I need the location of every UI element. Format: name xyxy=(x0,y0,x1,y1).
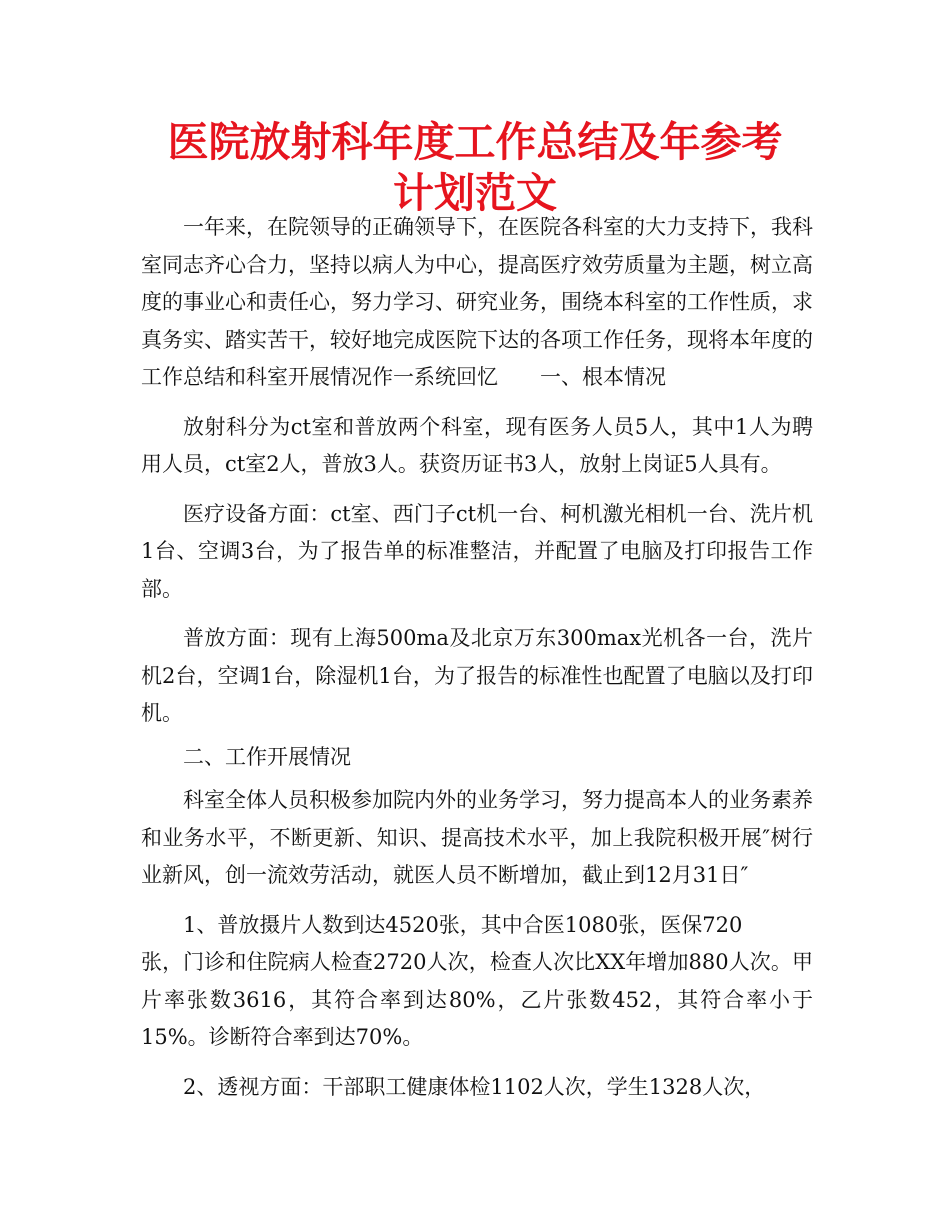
section-heading-work-progress: 二、工作开展情况 xyxy=(183,744,351,769)
paragraph-intro: 一年来，在院领导的正确领导下，在医院各科室的大力支持下，我科室同志齐心合力，坚持以病人为中心，提高医疗效劳质量为主题，树立高度的事业心和责任心，努力学习、研究业务，围绕本科室的工作性质，求真务实、踏实苦干，较好地完成医院下达的各项工作任务，现将本年度的工作总结和科室开展情况作一系统回忆 一、根本情况 xyxy=(141,215,813,389)
paragraph-department-overview: 放射科分为ct室和普放两个科室，现有医务人员5人，其中1人为聘用人员，ct室2人，普放3人。获资历证书3人，放射上岗证5人具有。 xyxy=(141,414,813,476)
paragraph-ct-equipment: 医疗设备方面：ct室、西门子ct机一台、柯机激光相机一台、洗片机1台、空调3台，为了报告单的标准整洁，并配置了电脑及打印报告工作部。 xyxy=(141,501,813,601)
paragraph-training: 科室全体人员积极参加院内外的业务学习，努力提高本人的业务素养和业务水平，不断更新、知识、提高技术水平，加上我院积极开展″树行业新风，创一流效劳活动，就医人员不断增加，截止到12月31日″ xyxy=(141,788,813,887)
paragraph-stat-fluoroscopy: 2、透视方面：干部职工健康体检1102人次，学生1328人次， xyxy=(183,1074,766,1099)
document-body xyxy=(141,209,813,1106)
paragraph-radiography-equipment: 普放方面：现有上海500ma及北京万东300max光机各一台，洗片机2台，空调1台，除湿机1台，为了报告的标准性也配置了电脑以及打印机。 xyxy=(141,626,813,725)
document-title: 医院放射科年度工作总结及年参考计划范文 xyxy=(167,118,783,217)
paragraph-stat-radiography: 1、普放摄片人数到达4520张，其中合医1080张，医保720 xyxy=(183,912,743,937)
paragraph-stat-continuation: 张，门诊和住院病人检查2720人次，检查人次比XX年增加880人次。甲片率张数3616，其符合率到达80%，乙片张数452，其符合率小于15%。诊断符合率到达70%。 xyxy=(141,950,813,1049)
